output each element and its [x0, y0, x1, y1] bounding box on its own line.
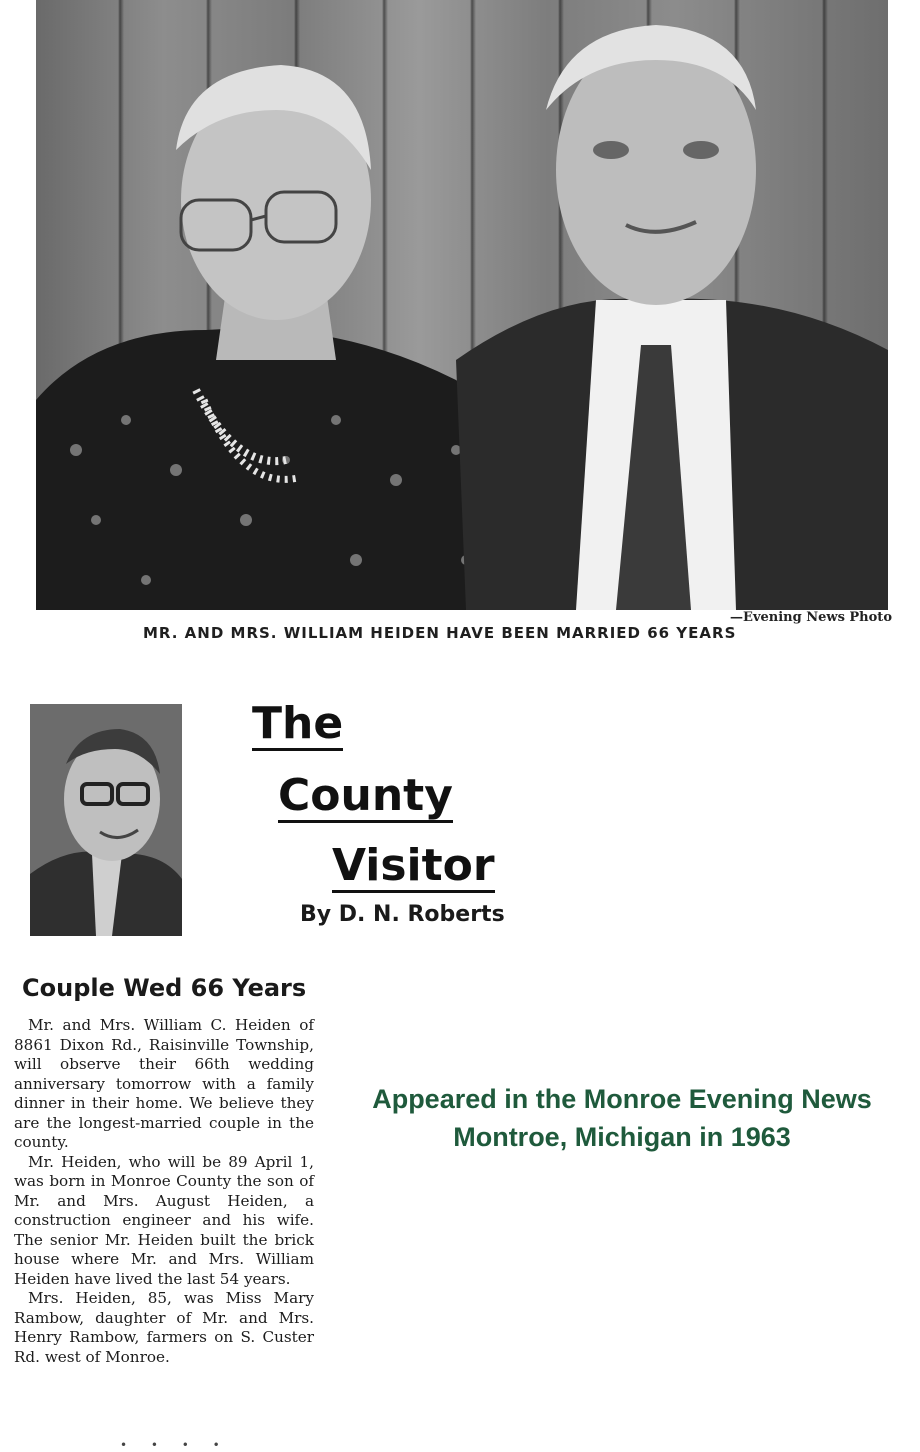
byline: By D. N. Roberts	[300, 902, 505, 927]
couple-silhouette	[36, 0, 888, 610]
article-paragraph: Mr. and Mrs. William C. Heiden of 8861 Dixon Rd., Raisinville Township, will observe their 66th wedding anniversary tomorrow with a family dinner in their home. We believe they are the longest-married couple in the county.	[14, 1016, 314, 1151]
article-body	[14, 1016, 314, 1367]
publication-note-line1: Appeared in the Monroe Evening News	[372, 1084, 872, 1114]
article-paragraph: Mrs. Heiden, 85, was Miss Mary Rambow, daughter of Mr. and Mrs. Henry Rambow, farmers on S. Custer Rd. west of Monroe.	[14, 1289, 314, 1366]
publication-note-line2: Montroe, Michigan in 1963	[453, 1122, 791, 1152]
article-headline: Couple Wed 66 Years	[22, 974, 307, 1002]
columnist-silhouette	[30, 704, 182, 936]
photo-credit: —Evening News Photo	[730, 610, 892, 625]
photo-caption: MR. AND MRS. WILLIAM HEIDEN HAVE BEEN MARRIED 66 YEARS	[143, 624, 737, 642]
couple-photo	[36, 0, 888, 610]
column-title-county: County	[278, 770, 453, 821]
section-divider: • • • •	[120, 1438, 230, 1452]
columnist-portrait	[30, 704, 182, 936]
article-paragraph: Mr. Heiden, who will be 89 April 1, was born in Monroe County the son of Mr. and Mrs. August Heiden, a construction engineer and his wife. The senior Mr. Heiden built the brick house where Mr. and Mrs. William Heiden have lived the last 54 years.	[14, 1152, 314, 1288]
column-title-visitor: Visitor	[332, 840, 495, 891]
column-title-the: The	[252, 698, 344, 749]
publication-note	[370, 1080, 874, 1156]
